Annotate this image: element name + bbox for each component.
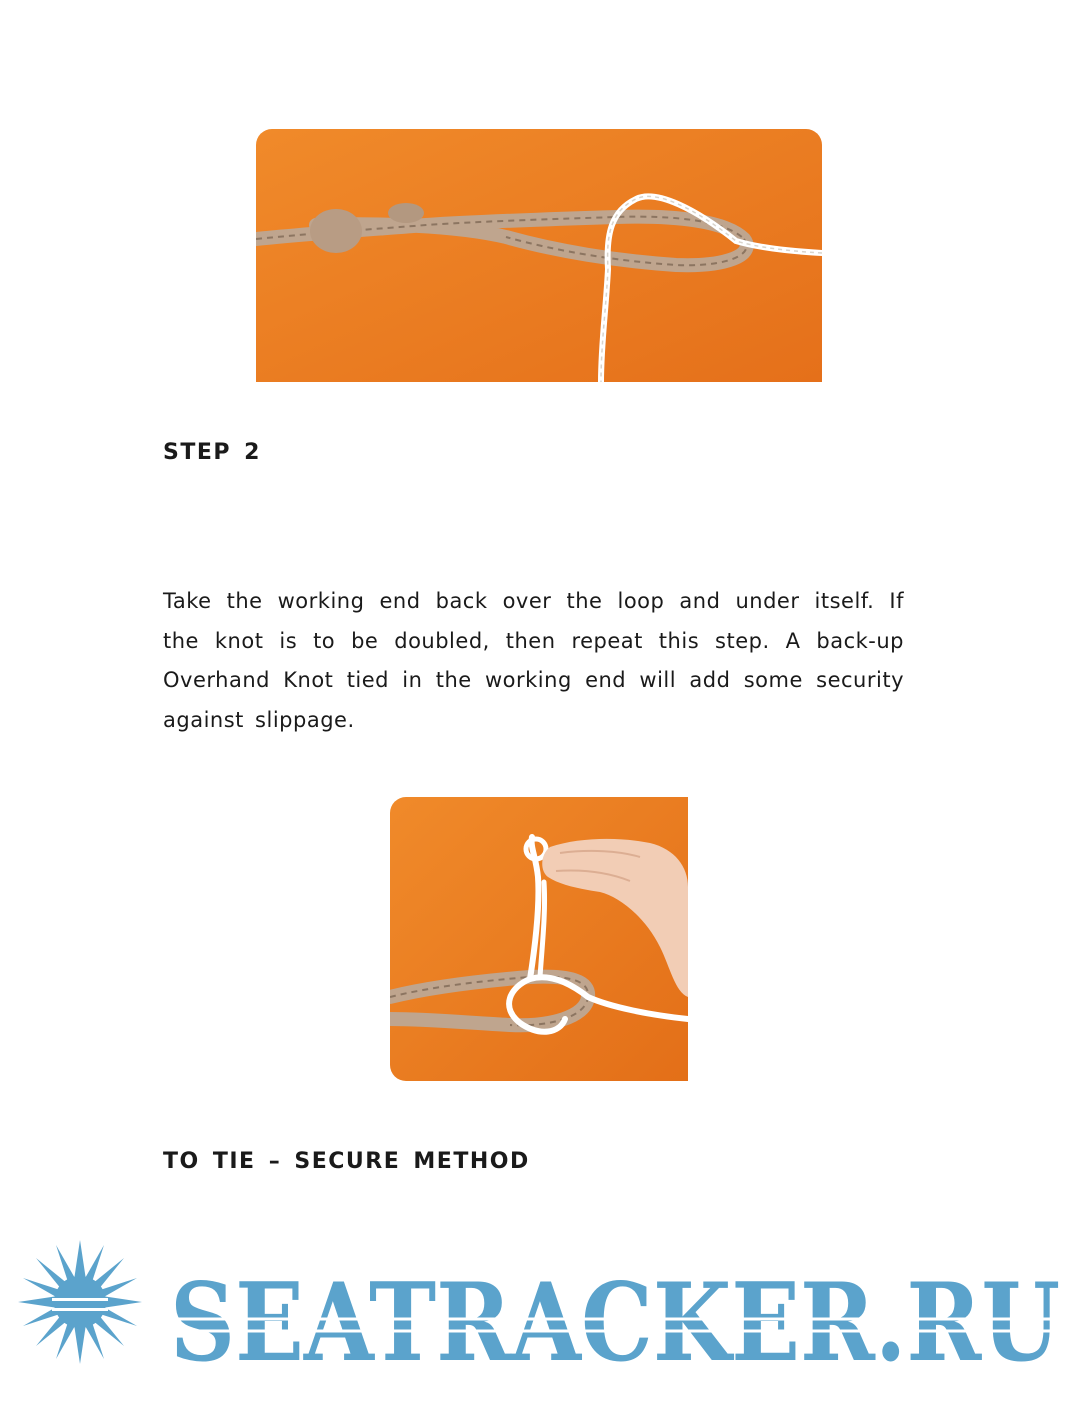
sun-logo-icon — [18, 1240, 142, 1364]
knot-photo-loop — [256, 129, 822, 382]
step-instructions: Take the working end back over the loop and under itself. If the knot is to be doubled, then repeat this step. A back-up Overhand Knot tied in the working end will add some security against slippage. — [163, 589, 904, 732]
knot-photo-hand — [390, 797, 688, 1081]
watermark — [0, 1235, 1080, 1397]
step-heading: STEP 2 — [163, 440, 261, 465]
watermark-text: SEATRACKER.RU — [170, 1260, 1060, 1386]
method-heading: TO TIE – SECURE METHOD — [163, 1149, 530, 1174]
